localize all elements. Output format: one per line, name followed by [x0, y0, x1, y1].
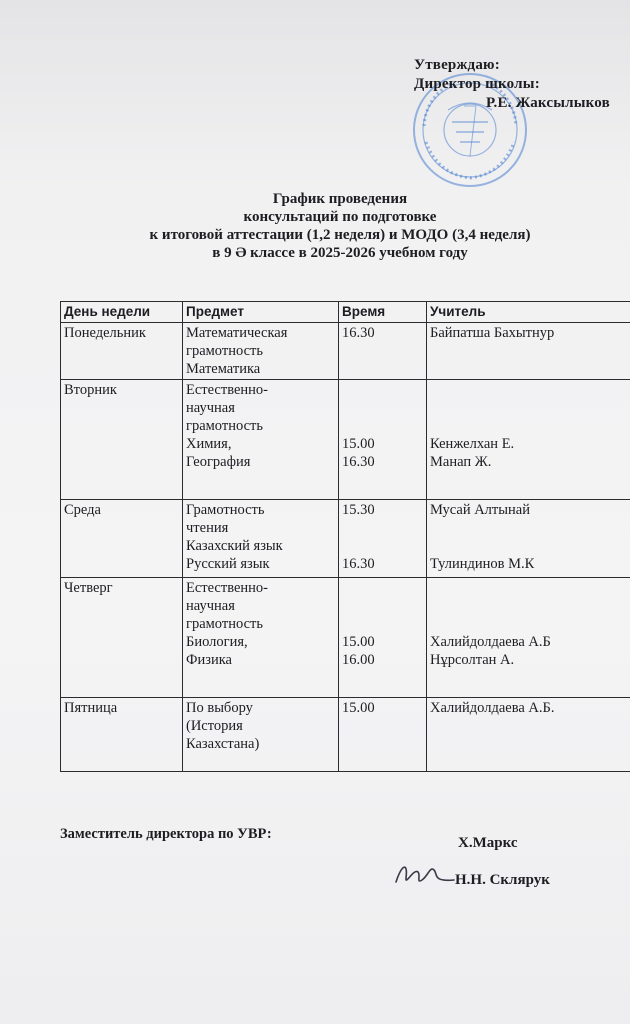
approval-block: [414, 56, 630, 113]
subject-line: (История: [186, 718, 243, 734]
teacher-cell: [427, 698, 630, 772]
deputy-director-label: Заместитель директора по УВР:: [60, 826, 272, 842]
header-time: Время: [339, 302, 427, 323]
time-line: 16.30: [342, 454, 375, 470]
time-line: [342, 381, 423, 399]
table-row: [61, 698, 630, 772]
subject-line: грамотность: [186, 616, 263, 632]
teacher-line: [430, 381, 627, 399]
teacher-line: Халийдолдаева А.Б: [430, 634, 551, 650]
day-cell: Четверг: [61, 578, 183, 698]
day-cell: Пятница: [61, 698, 183, 772]
subject-cell: [183, 698, 339, 772]
document-title: [40, 190, 630, 262]
table-row: [61, 578, 630, 698]
title-line-1: График проведения: [272, 191, 408, 207]
time-line: 15.00: [342, 700, 375, 716]
subject-line: Химия,: [186, 436, 232, 452]
teacher-cell: [427, 380, 630, 500]
subject-line: Казахский язык: [186, 538, 283, 554]
teacher-line: [430, 537, 627, 555]
approval-director-name: Р.Е. Жаксылыков: [486, 95, 610, 111]
subject-cell: [183, 578, 339, 698]
subject-line: чтения: [186, 520, 229, 536]
day-cell: Вторник: [61, 380, 183, 500]
time-line: 15.00: [342, 634, 375, 650]
time-cell: [339, 380, 427, 500]
teacher-line: Кенжелхан Е.: [430, 436, 515, 452]
teacher-line: Тулиндинов М.К: [430, 556, 535, 572]
teacher-line: Халийдолдаева А.Б.: [430, 700, 555, 716]
time-line: [342, 615, 423, 633]
footer-name-1: Х.Маркс: [458, 835, 518, 851]
teacher-line: [430, 597, 627, 615]
teacher-cell: [427, 323, 630, 380]
subject-line: Физика: [186, 652, 232, 668]
time-cell: [339, 698, 427, 772]
subject-line: научная: [186, 400, 235, 416]
teacher-line: [430, 615, 627, 633]
time-line: [342, 399, 423, 417]
time-line: 15.30: [342, 502, 375, 518]
subject-line: По выбору: [186, 700, 253, 716]
subject-line: Естественно-: [186, 580, 268, 596]
signature-icon: [392, 858, 456, 892]
subject-line: Казахстана): [186, 736, 260, 752]
table-row: [61, 380, 630, 500]
teacher-cell: [427, 500, 630, 578]
title-line-4: в 9 Ә классе в 2025-2026 учебном году: [212, 245, 468, 261]
subject-line: Биология,: [186, 634, 248, 650]
consultation-schedule-table: [60, 301, 630, 772]
subject-line: Естественно-: [186, 382, 268, 398]
teacher-line: Манап Ж.: [430, 454, 492, 470]
time-line: 16.30: [342, 556, 375, 572]
time-line: 16.30: [342, 325, 375, 341]
table-row: [61, 323, 630, 380]
subject-line: грамотность: [186, 418, 263, 434]
teacher-cell: [427, 578, 630, 698]
teacher-line: [430, 399, 627, 417]
header-teacher: Учитель: [427, 302, 630, 323]
time-cell: [339, 323, 427, 380]
time-line: 15.00: [342, 436, 375, 452]
header-day: День недели: [61, 302, 183, 323]
subject-cell: [183, 323, 339, 380]
subject-cell: [183, 500, 339, 578]
approval-heading: Утверждаю:: [414, 57, 500, 73]
teacher-line: [430, 579, 627, 597]
time-cell: [339, 500, 427, 578]
teacher-line: [430, 519, 627, 537]
time-line: [342, 597, 423, 615]
day-cell: Понедельник: [61, 323, 183, 380]
teacher-line: [430, 417, 627, 435]
teacher-line: Байпатша Бахытнур: [430, 325, 555, 341]
header-subject: Предмет: [183, 302, 339, 323]
title-line-3: к итоговой аттестации (1,2 неделя) и МОДО (3,4 неделя): [149, 227, 531, 243]
table-header-row: [61, 302, 630, 323]
teacher-line: Мусай Алтынай: [430, 502, 530, 518]
approval-position: Директор школы:: [414, 76, 540, 92]
subject-line: грамотность: [186, 343, 263, 359]
time-line: [342, 579, 423, 597]
time-line: 16.00: [342, 652, 375, 668]
day-cell: Среда: [61, 500, 183, 578]
table-row: [61, 500, 630, 578]
teacher-line: Нұрсолтан А.: [430, 652, 515, 668]
time-cell: [339, 578, 427, 698]
time-line: [342, 417, 423, 435]
subject-line: научная: [186, 598, 235, 614]
subject-line: Математика: [186, 361, 261, 377]
subject-line: Математическая: [186, 325, 288, 341]
title-line-2: консультаций по подготовке: [243, 209, 437, 225]
subject-line: Грамотность: [186, 502, 265, 518]
time-line: [342, 519, 423, 537]
time-line: [342, 537, 423, 555]
subject-line: География: [186, 454, 251, 470]
subject-cell: [183, 380, 339, 500]
subject-line: Русский язык: [186, 556, 270, 572]
footer-name-2: Н.Н. Склярук: [455, 872, 550, 888]
